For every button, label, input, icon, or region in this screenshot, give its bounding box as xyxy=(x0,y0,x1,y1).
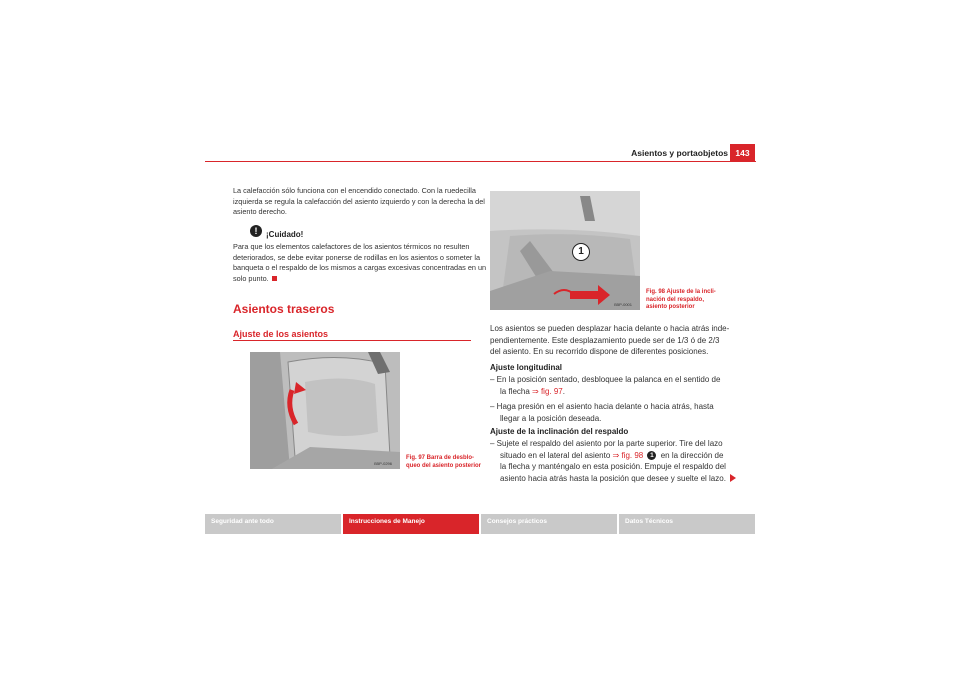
figure-97-code: B5P-0296 xyxy=(374,461,392,466)
intro-line: izquierda se regula la calefacción del asiento izquierdo y con la derecha la del xyxy=(233,196,485,206)
caution-line: Para que los elementos calefactores de los asientos térmicos no resulten xyxy=(233,242,470,251)
figure-97-image xyxy=(250,352,400,469)
end-of-section-marker xyxy=(272,276,277,281)
callout-1-icon: 1 xyxy=(647,451,656,460)
tab-seguridad[interactable]: Seguridad ante todo xyxy=(205,514,341,534)
subsection-heading: Ajuste de los asientos xyxy=(233,329,329,339)
fig-98-link[interactable]: ⇒ fig. 98 xyxy=(612,450,644,460)
tab-instrucciones[interactable]: Instrucciones de Manejo xyxy=(343,514,479,534)
figure-98-image xyxy=(490,191,640,310)
tab-consejos[interactable]: Consejos prácticos xyxy=(481,514,617,534)
inclination-heading: Ajuste de la inclinación del respaldo xyxy=(490,427,629,436)
figure-97-caption: Fig. 97 Barra de desblo- queo del asiento posterior xyxy=(406,455,482,469)
header-rule xyxy=(205,161,756,162)
section-heading: Asientos traseros xyxy=(233,302,335,316)
figure-98-code: B5P-0001 xyxy=(614,302,632,307)
caution-line: deteriorados, se debe evitar ponerse de rodillas en los asientos o someter la xyxy=(233,252,481,262)
seat-adjust-paragraph: Los asientos se pueden desplazar hacia delante o hacia atrás inde- pendientemente. Este desplazamiento puede ser de 1/3 ó de 2/3 del asiento. En su recorrido dispone de diferentes posiciones. xyxy=(490,324,730,356)
caution-line: solo punto. xyxy=(233,274,486,285)
longitudinal-heading: Ajuste longitudinal xyxy=(490,363,562,372)
caution-paragraph xyxy=(233,242,486,284)
continue-arrow-icon xyxy=(730,474,736,482)
caution-icon: ! xyxy=(250,225,262,237)
intro-line: asiento derecho. xyxy=(233,207,287,216)
fig-97-link[interactable]: ⇒ fig. 97 xyxy=(532,386,563,396)
caution-line: banqueta o el respaldo de los mismos a cargas excesivas concentradas en un xyxy=(233,263,487,272)
page-number: 143 xyxy=(730,144,755,161)
tab-datos-tecnicos[interactable]: Datos Técnicos xyxy=(619,514,755,534)
figure-98-callout: 1 xyxy=(572,243,590,261)
caution-title: ¡Cuidado! xyxy=(266,230,304,239)
inclination-steps: – Sujete el respaldo del asiento por la parte superior. Tire del lazo situado en el lateral del asiento ⇒ fig. 98 1 en la dirección de la flecha y manténgalo en esta posición. Empuje el respaldo del asiento hacia atrás hasta la posición que desee y suelte el lazo. xyxy=(490,438,736,484)
intro-paragraph xyxy=(233,186,485,218)
running-header-title: Asientos y portaobjetos xyxy=(631,148,728,158)
subsection-rule xyxy=(233,340,471,341)
seat-illustration-98 xyxy=(490,191,640,310)
longitudinal-steps: – En la posición sentado, desbloquee la palanca en el sentido de la flecha ⇒ fig. 97. – Haga presión en el asiento hacia delante o hacia atrás, hasta llegar a la posición deseada. xyxy=(490,375,721,423)
intro-line: La calefacción sólo funciona con el encendido conectado. Con la ruedecilla xyxy=(233,186,476,195)
figure-98-caption: Fig. 98 Ajuste de la incli- nación del respaldo, asiento posterior xyxy=(646,289,716,310)
seat-illustration-97 xyxy=(250,352,400,469)
